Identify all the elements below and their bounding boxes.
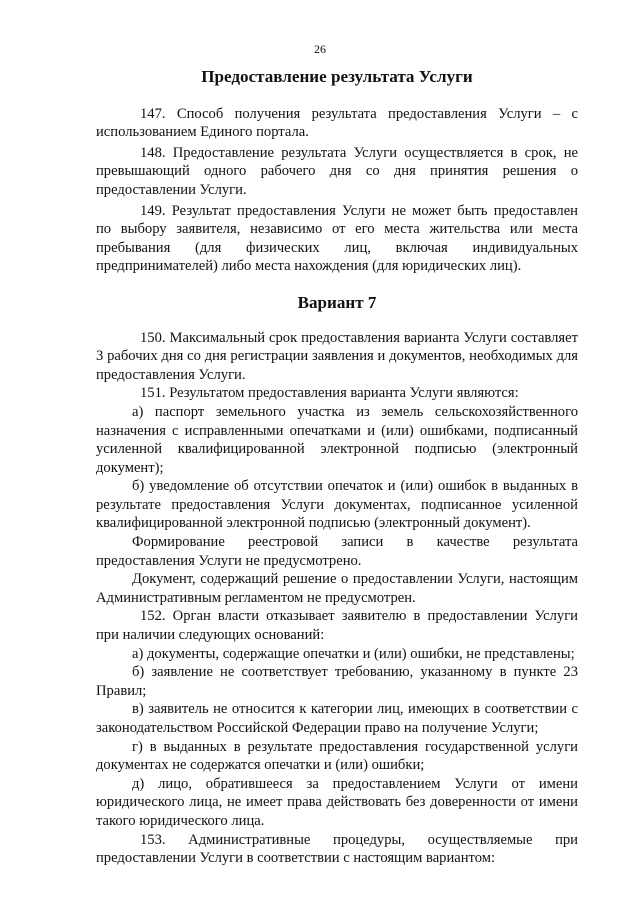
page-number: 26 <box>314 42 326 56</box>
paragraph-151: 151. Результатом предоставления варианта Услуги являются: <box>140 385 519 402</box>
paragraph-147: 147. Способ получения результата предоставления Услуги – с использованием Единого портала. <box>96 105 578 141</box>
paragraph-150: 150. Максимальный срок предоставления варианта Услуги составляет 3 рабочих дня со дня регистрации заявления и документов, необходимых для предоставления Услуги. <box>96 329 578 383</box>
page-content <box>96 68 578 868</box>
paragraph-152-a: а) документы, содержащие опечатки и (или) ошибки, не представлены; <box>132 645 575 662</box>
paragraph-151-registry: Формирование реестровой записи в качестве результата предоставления Услуги не предусмотрено. <box>96 534 578 569</box>
paragraph-151-document: Документ, содержащий решение о предоставлении Услуги, настоящим Административным регламентом не предусмотрен. <box>96 571 578 606</box>
section-heading-variant-7: Вариант 7 <box>297 292 377 312</box>
paragraph-152-g: г) в выданных в результате предоставления государственной услуги документах не содержатся опечатки и (или) ошибки; <box>96 738 578 774</box>
paragraph-152-d: д) лицо, обратившееся за предоставлением Услуги от имени юридического лица, не имеет права действовать без доверенности от имени такого юридического лица. <box>96 775 578 829</box>
paragraph-152-v: в) заявитель не относится к категории лиц, имеющих в соответствии с законодательством Российской Федерации право на получение Услуги; <box>96 701 578 736</box>
paragraph-149: 149. Результат предоставления Услуги не может быть предоставлен по выбору заявителя, независимо от его места жительства или места пребывания (для физических лиц, включая индивидуальных предпринимателей) либо места нахождения (для юридических лиц). <box>96 202 578 275</box>
section-heading-result: Предоставление результата Услуги <box>201 67 473 86</box>
paragraph-151-b: б) уведомление об отсутствии опечаток и (или) ошибок в выданных в результате предоставления Услуги документах, подписанное усиленной квалифицированной электронной подписью (электронный документ). <box>96 478 578 532</box>
paragraph-148: 148. Предоставление результата Услуги осуществляется в срок, не превышающий одного рабочего дня со дня принятия решения о предоставлении Услуги. <box>96 144 578 198</box>
paragraph-152-b: б) заявление не соответствует требованию, указанному в пункте 23 Правил; <box>96 664 578 699</box>
paragraph-151-a: а) паспорт земельного участка из земель сельскохозяйственного назначения с исправленными опечатками и (или) ошибками, подписанный усиленной квалифицированной электронной подписью (электронный документ); <box>96 403 578 476</box>
paragraph-153: 153. Административные процедуры, осуществляемые при предоставлении Услуги в соответствии с настоящим вариантом: <box>96 831 578 867</box>
paragraph-152: 152. Орган власти отказывает заявителю в предоставлении Услуги при наличии следующих оснований: <box>96 608 578 644</box>
